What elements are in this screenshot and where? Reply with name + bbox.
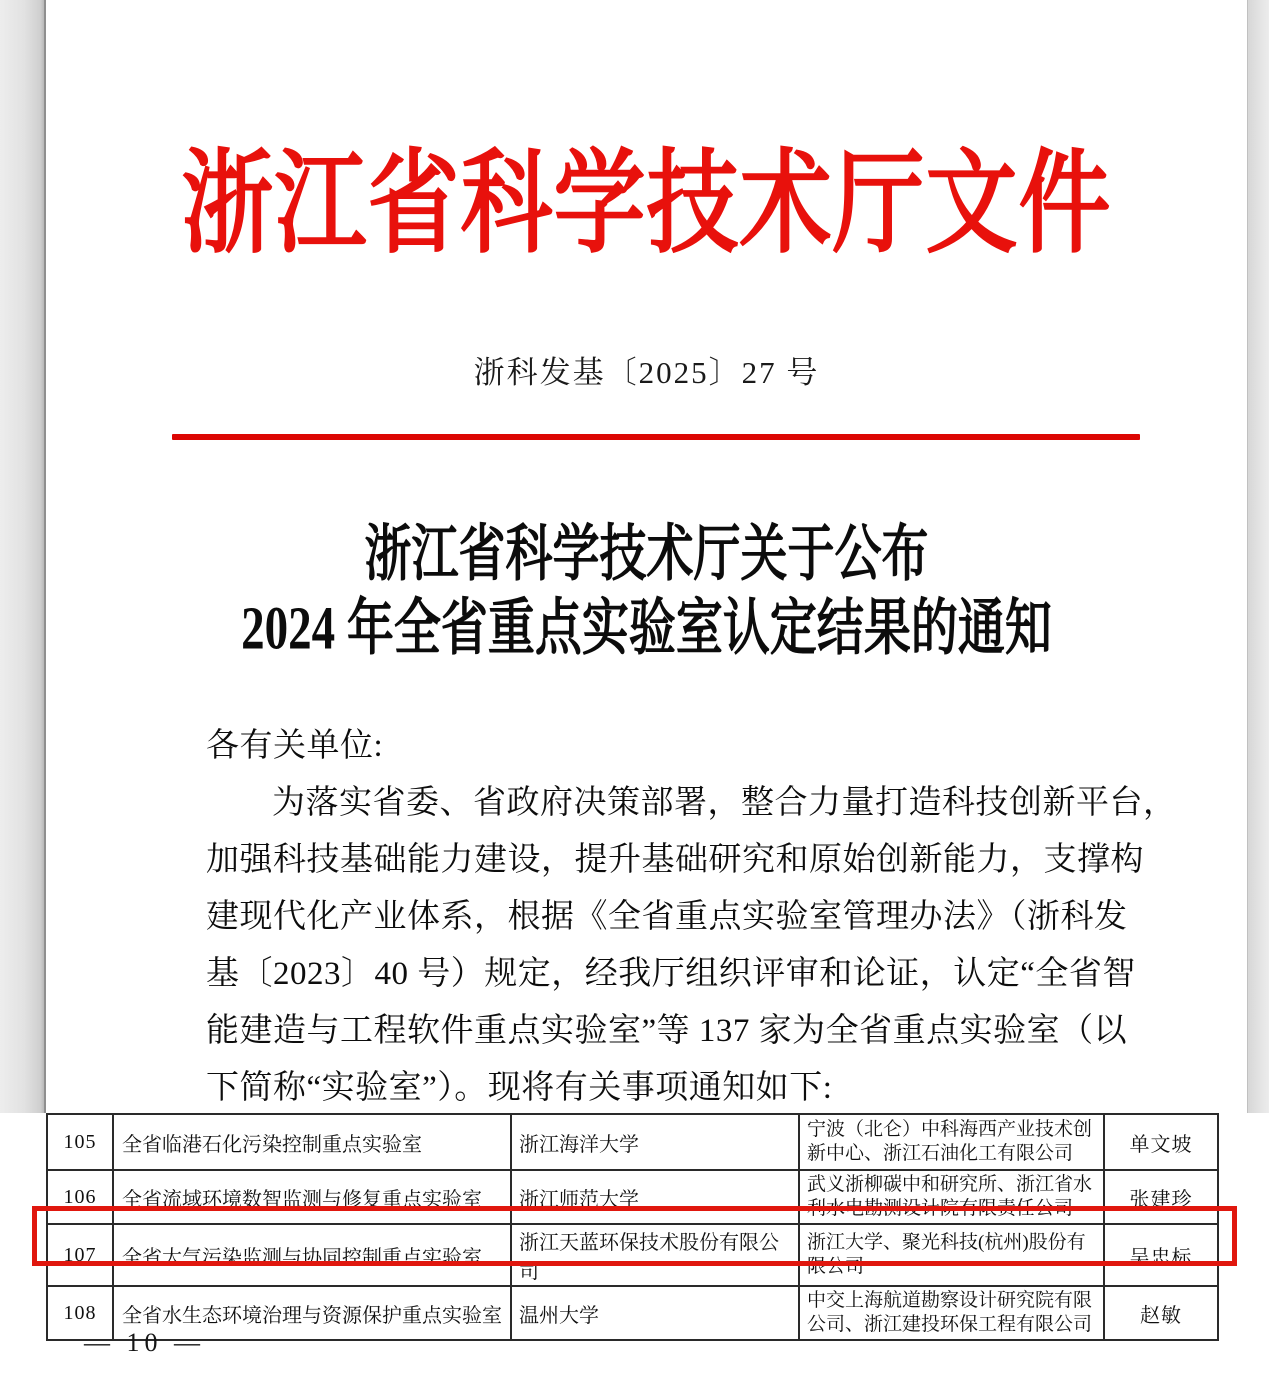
cell-partners: 浙江大学、聚光科技(杭州)股份有限公司 (799, 1224, 1104, 1286)
notice-title-line-1 (45, 521, 1248, 589)
table-row (47, 1114, 1218, 1170)
cell-lab-name: 全省大气污染监测与协同控制重点实验室 (113, 1224, 511, 1286)
cell-institution: 浙江师范大学 (511, 1170, 799, 1224)
notice-title-line-1-text: 浙江省科学技术厅关于公布 (364, 521, 929, 589)
body-text (206, 718, 1177, 1117)
letterhead-title-text: 浙江省科学技术厅文件 (181, 141, 1112, 267)
cell-lab-name: 全省临港石化污染控制重点实验室 (113, 1114, 511, 1170)
cell-row-number: 106 (47, 1170, 113, 1224)
body-line: 下简称“实验室”）。现将有关事项通知如下: (206, 1070, 833, 1106)
body-line: 为落实省委、省政府决策部署，整合力量打造科技创新平台， (272, 785, 1177, 821)
lab-results-table (46, 1113, 1219, 1341)
page-number: — 10 — (84, 1328, 205, 1357)
document-number: 浙科发基〔2025〕27 号 (473, 355, 820, 390)
red-separator-line (172, 434, 1140, 440)
cell-partners: 武义浙柳碳中和研究所、浙江省水利水电勘测设计院有限责任公司 (799, 1170, 1104, 1224)
cell-row-number: 108 (47, 1286, 113, 1340)
table-row-highlighted (47, 1224, 1218, 1286)
cell-lab-name: 全省水生态环境治理与资源保护重点实验室 (113, 1286, 511, 1340)
cell-institution: 温州大学 (511, 1286, 799, 1340)
page-right-margin (1247, 0, 1269, 1113)
cell-director: 吴忠标 (1104, 1224, 1218, 1286)
cell-director: 张建珍 (1104, 1170, 1218, 1224)
cell-institution: 浙江海洋大学 (511, 1114, 799, 1170)
letterhead-title (45, 141, 1248, 267)
body-line: 基〔2023〕40 号）规定，经我厅组织评审和论证，认定“全省智 (206, 956, 1136, 992)
cell-partners: 宁波（北仑）中科海西产业技术创新中心、浙江石油化工有限公司 (799, 1114, 1104, 1170)
cell-director: 单文坡 (1104, 1114, 1218, 1170)
body-line: 建现代化产业体系，根据《全省重点实验室管理办法》（浙科发 (206, 899, 1128, 935)
notice-title-line-2-text: 2024 年全省重点实验室认定结果的通知 (241, 595, 1052, 663)
cell-lab-name: 全省流域环境数智监测与修复重点实验室 (113, 1170, 511, 1224)
cell-director: 赵敏 (1104, 1286, 1218, 1340)
body-line: 加强科技基础能力建设，提升基础研究和原始创新能力，支撑构 (206, 842, 1144, 878)
table-row (47, 1170, 1218, 1224)
table-row (47, 1286, 1218, 1340)
body-line: 能建造与工程软件重点实验室”等 137 家为全省重点实验室（以 (206, 1013, 1128, 1049)
cell-row-number: 105 (47, 1114, 113, 1170)
notice-title-line-2 (45, 595, 1248, 663)
page-left-margin (0, 0, 46, 1113)
cell-row-number: 107 (47, 1224, 113, 1286)
salutation: 各有关单位: (206, 728, 384, 764)
cell-institution: 浙江天蓝环保技术股份有限公司 (511, 1224, 799, 1286)
cell-partners: 中交上海航道勘察设计研究院有限公司、浙江建投环保工程有限公司 (799, 1286, 1104, 1340)
